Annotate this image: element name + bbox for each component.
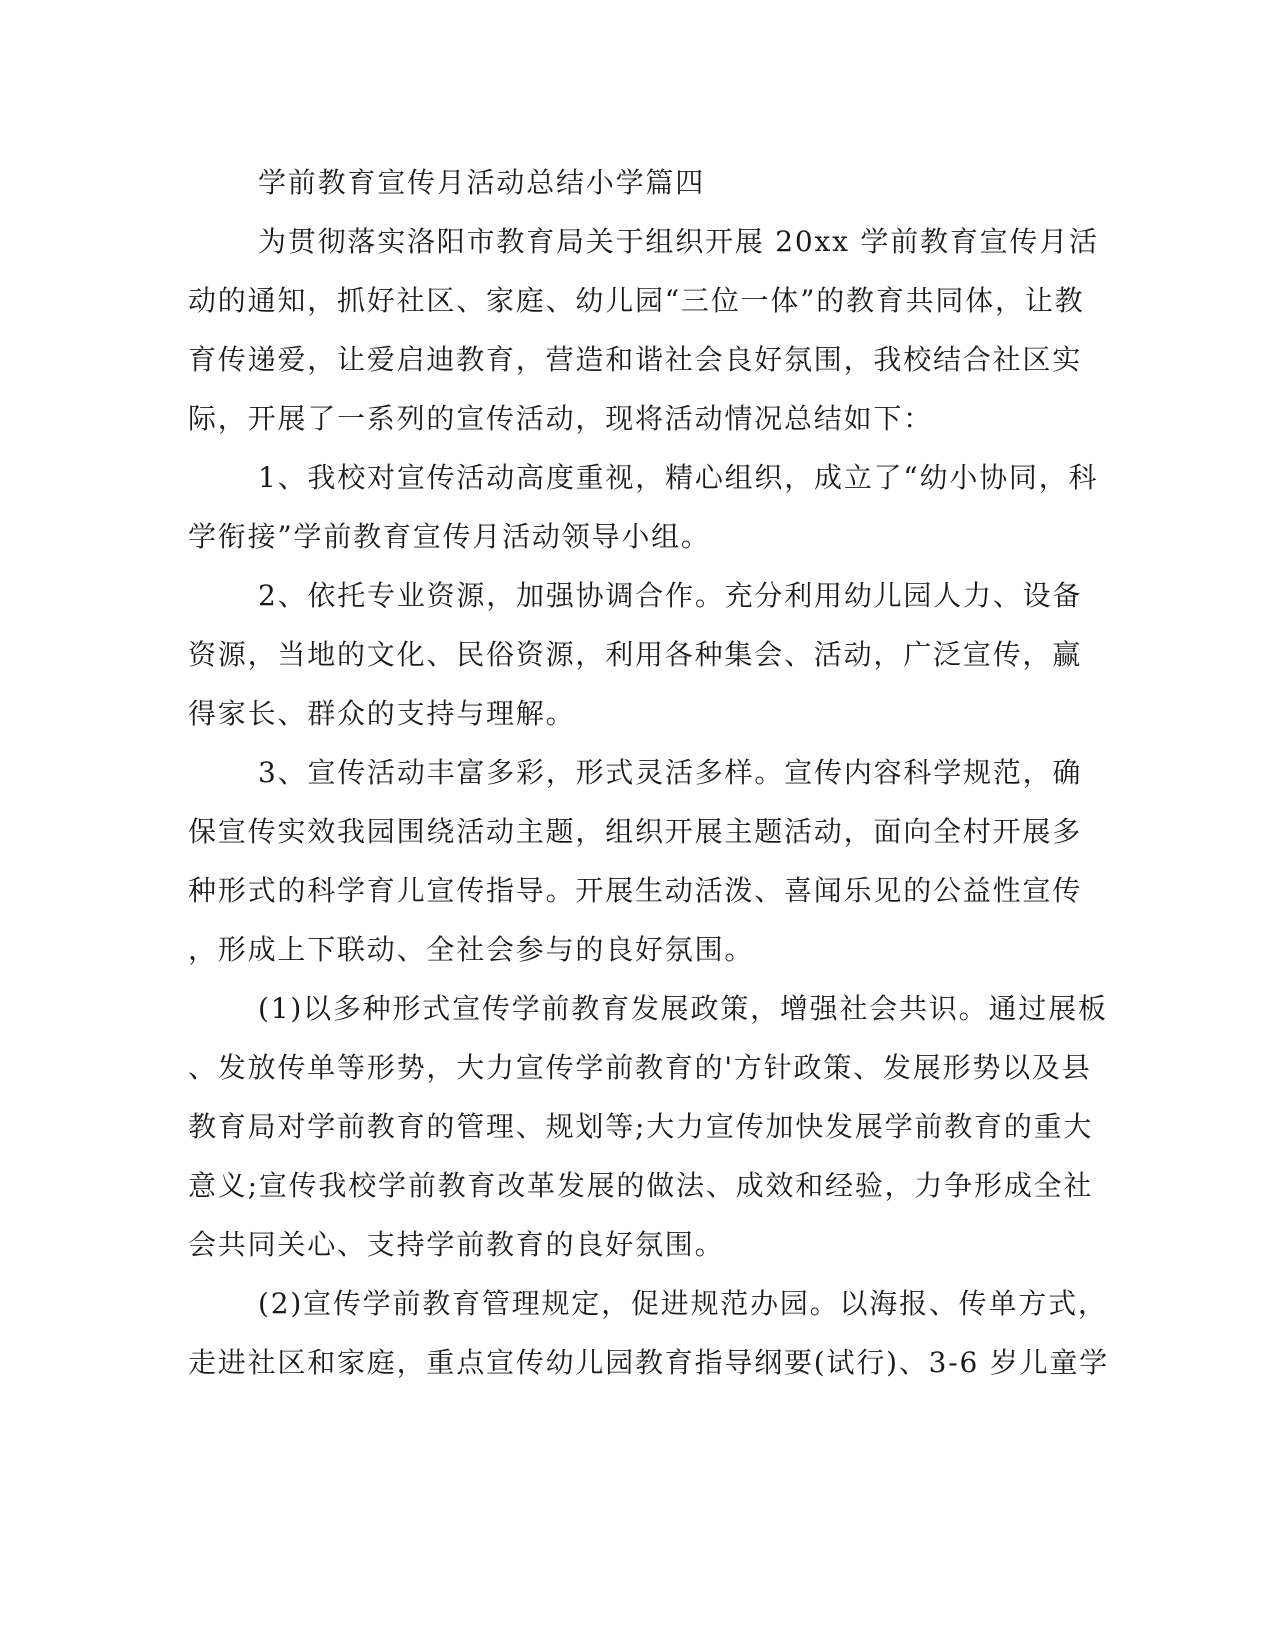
text-line: 3、宣传活动丰富多彩，形式灵活多样。宣传内容科学规范，确 (258, 756, 1083, 789)
text-line: ，形成上下联动、全社会参与的良好氛围。 (188, 933, 755, 966)
text-line: 育传递爱，让爱启迪教育，营造和谐社会良好氛围，我校结合社区实 (188, 343, 1083, 376)
text-line: 1、我校对宣传活动高度重视，精心组织，成立了“幼小协同，科 (258, 461, 1099, 494)
document-title: 学前教育宣传月活动总结小学篇四 (258, 166, 706, 199)
text-line: 教育局对学前教育的管理、规划等;大力宣传加快发展学前教育的重大 (188, 1110, 1094, 1143)
text-line: 会共同关心、支持学前教育的良好氛围。 (188, 1228, 725, 1261)
text-line: 保宣传实效我园围绕活动主题，组织开展主题活动，面向全村开展多 (188, 815, 1083, 848)
text-line: 际，开展了一系列的宣传活动，现将活动情况总结如下： (188, 402, 934, 435)
text-line: 得家长、群众的支持与理解。 (188, 697, 576, 730)
text-line: (1)以多种形式宣传学前教育发展政策，增强社会共识。通过展板 (258, 992, 1108, 1025)
text-line: 动的通知，抓好社区、家庭、幼儿园“三位一体”的教育共同体，让教 (188, 284, 1085, 317)
text-line: 意义;宣传我校学前教育改革发展的做法、成效和经验，力争形成全社 (188, 1169, 1094, 1202)
text-line: 资源，当地的文化、民俗资源，利用各种集会、活动，广泛宣传，赢 (188, 638, 1083, 671)
text-line: 种形式的科学育儿宣传指导。开展生动活泼、喜闻乐见的公益性宣传 (188, 874, 1083, 907)
text-line: (2)宣传学前教育管理规定，促进规范办园。以海报、传单方式， (258, 1287, 1108, 1320)
text-line: 2、依托专业资源，加强协调合作。充分利用幼儿园人力、设备 (258, 579, 1083, 612)
text-line: 学衔接”学前教育宣传月活动领导小组。 (188, 520, 711, 553)
text-line: 、发放传单等形势，大力宣传学前教育的'方针政策、发展形势以及县 (188, 1051, 1092, 1084)
text-line: 走进社区和家庭，重点宣传幼儿园教育指导纲要(试行)、3-6 岁儿童学 (188, 1346, 1110, 1379)
text-line: 为贯彻落实洛阳市教育局关于组织开展 20xx 学前教育宣传月活 (258, 225, 1099, 258)
